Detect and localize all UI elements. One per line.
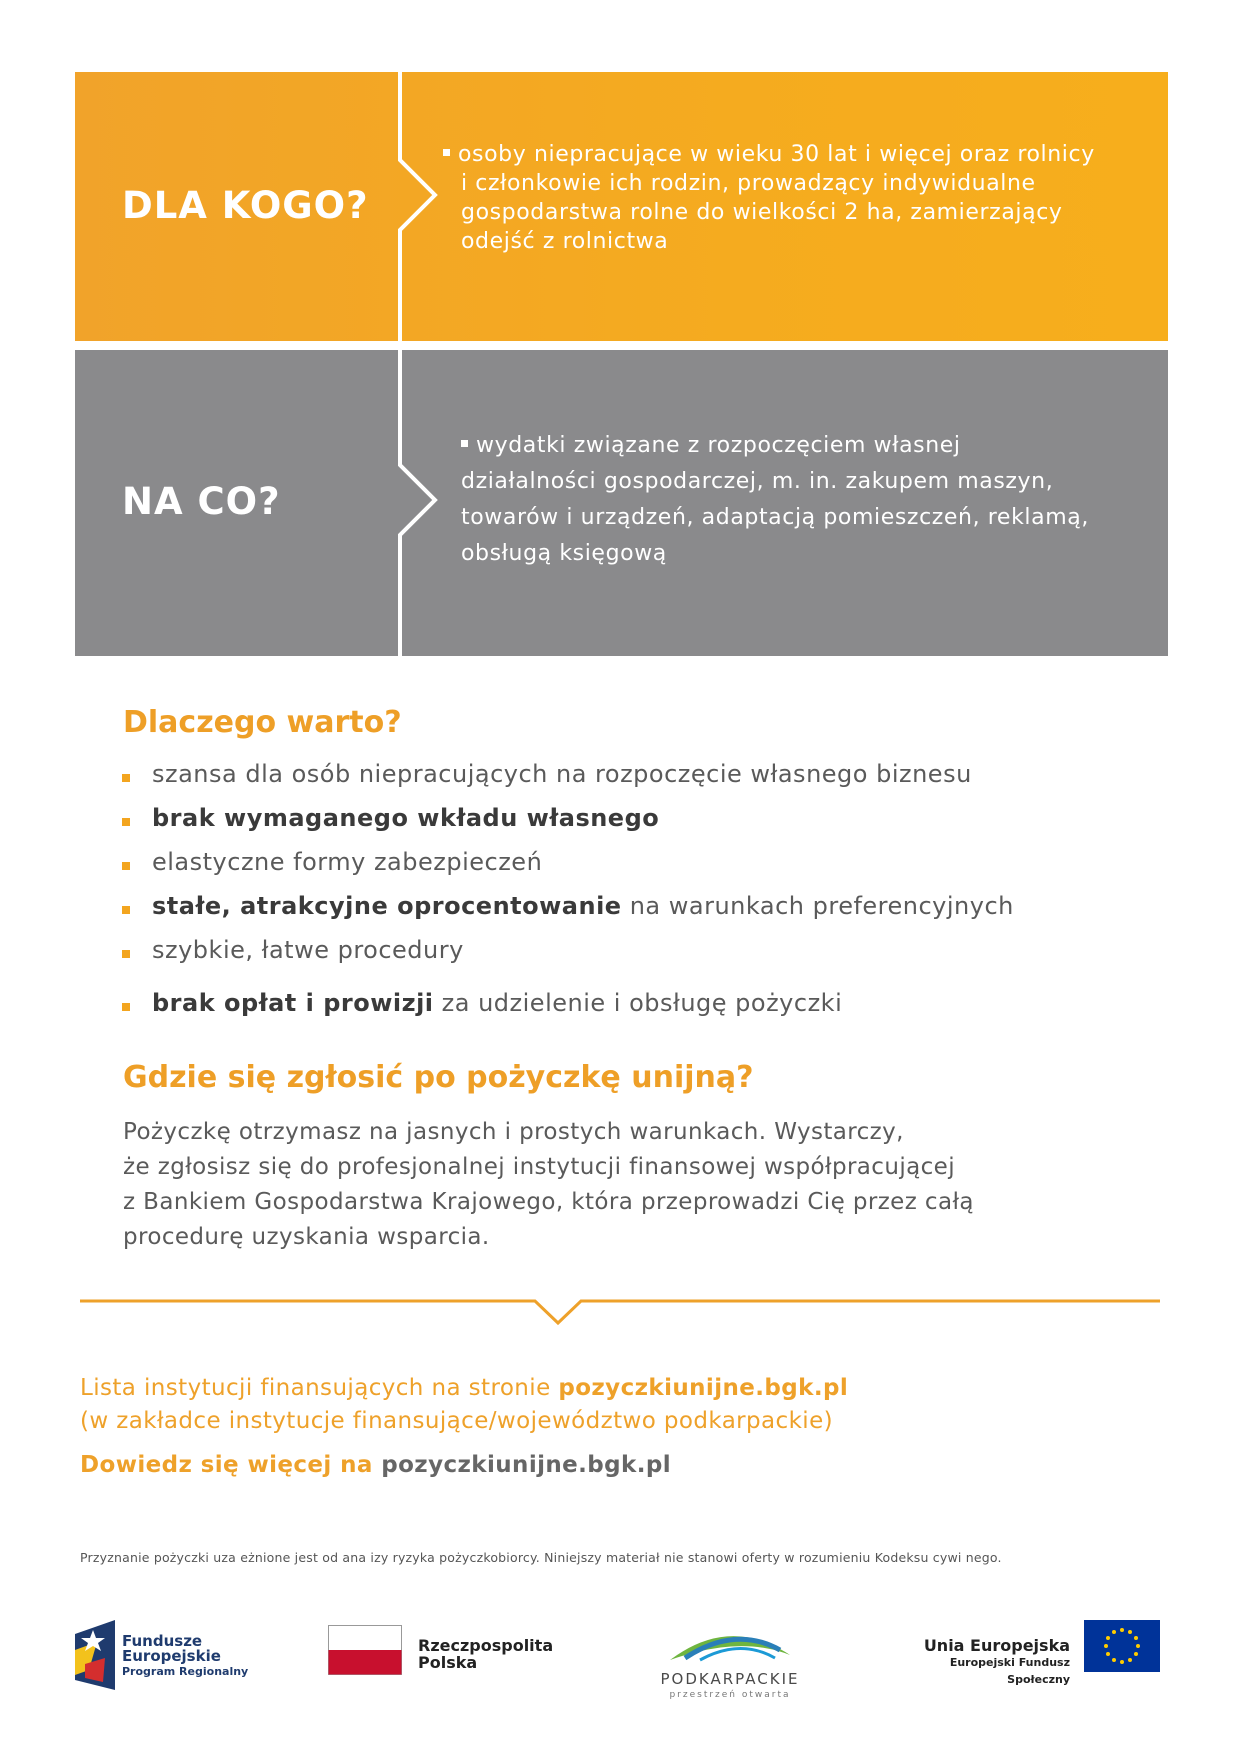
paragraph-line: że zgłosisz się do profesjonalnej instytucji finansowej współpracującej	[123, 1154, 955, 1180]
learn-more-line: Dowiedz się więcej na pozyczkiunijne.bgk.pl	[80, 1452, 672, 1478]
podkarpackie-logo	[650, 1620, 810, 1710]
paragraph-line: procedurę uzyskania wsparcia.	[123, 1224, 490, 1250]
logo-strip	[0, 1620, 1240, 1710]
tab-hint-line: (w zakładce instytucje finansujące/województwo podkarpackie)	[80, 1408, 834, 1434]
where-paragraph	[123, 1115, 1083, 1255]
podkarpackie-emblem-icon	[650, 1620, 810, 1670]
benefits-list	[120, 752, 1120, 1025]
learn-more-link[interactable]: pozyczkiunijne.bgk.pl	[381, 1452, 672, 1478]
disclaimer: Przyznanie pożyczki uza eżnione jest od ana izy ryzyka pożyczkobiorcy. Niniejszy materiał nie stanowi oferty w rozumieniu Kodeksu cywi nego.	[80, 1550, 1002, 1565]
fe-emblem-icon	[75, 1620, 115, 1690]
for-whom-text: osoby niepracujące w wieku 30 lat i więcej oraz rolnicy i członkowie ich rodzin, prowadzący indywidualne gospodarstwa rolne do wielkości 2 ha, zamierzający odejść z rolnictwa	[461, 140, 1101, 256]
for-what-band	[75, 350, 1168, 656]
pk-subtext: przestrzeń otwarta	[669, 1690, 791, 1700]
pk-text: PODKARPACKIE	[660, 1670, 800, 1688]
chevron-separator	[80, 1298, 1160, 1328]
for-what-text: wydatki związane z rozpoczęciem własnej działalności gospodarczej, m. in. zakupem maszyn, towarów i urządzeń, adaptacją pomieszczeń, reklamą, obsługą księgową	[461, 433, 1089, 566]
list-item: szybkie, łatwe procedury	[120, 928, 1120, 972]
bullet-icon	[122, 862, 130, 870]
info-links	[80, 1372, 848, 1482]
bullet-icon	[122, 774, 130, 782]
paragraph-line: Pożyczkę otrzymasz na jasnych i prostych warunkach. Wystarczy,	[123, 1119, 904, 1145]
bullet-icon	[122, 1003, 130, 1011]
bullet-icon	[122, 906, 130, 914]
eu-flag-icon	[1084, 1620, 1160, 1672]
unia-europejska-logo	[900, 1620, 1160, 1686]
where-heading: Gdzie się zgłosić po pożyczkę unijną?	[123, 1060, 754, 1095]
ue-text: Unia Europejska Europejski Fundusz Społeczny	[923, 1636, 1070, 1686]
fe-text: Fundusze Europejskie Program Regionalny	[122, 1632, 249, 1678]
why-heading: Dlaczego warto?	[123, 705, 402, 740]
polish-flag-icon	[328, 1625, 402, 1675]
paragraph-line: z Bankiem Gospodarstwa Krajowego, która przeprowadzi Cię przez całą	[123, 1189, 974, 1215]
for-what-title: NA CO?	[122, 480, 281, 523]
rp-text: Rzeczpospolita Polska	[418, 1636, 554, 1672]
list-item: brak wymaganego wkładu własnego	[120, 796, 1120, 840]
list-item: elastyczne formy zabezpieczeń	[120, 840, 1120, 884]
rzeczpospolita-polska-logo	[328, 1625, 568, 1685]
list-item: brak opłat i prowizji za udzielenie i obsługę pożyczki	[120, 981, 1120, 1025]
list-item: stałe, atrakcyjne oprocentowanie na warunkach preferencyjnych	[120, 884, 1120, 928]
bullet-icon	[461, 440, 468, 447]
for-whom-band	[75, 72, 1168, 341]
institutions-link[interactable]: pozyczkiunijne.bgk.pl	[558, 1375, 849, 1401]
bullet-icon	[122, 950, 130, 958]
list-item: szansa dla osób niepracujących na rozpoczęcie własnego biznesu	[120, 752, 1120, 796]
for-whom-title: DLA KOGO?	[122, 184, 369, 227]
bullet-icon	[443, 149, 450, 156]
fundusze-europejskie-logo	[75, 1620, 275, 1690]
institutions-line: Lista instytucji finansujących na stronie pozyczkiunijne.bgk.pl	[80, 1375, 849, 1401]
bullet-icon	[122, 818, 130, 826]
